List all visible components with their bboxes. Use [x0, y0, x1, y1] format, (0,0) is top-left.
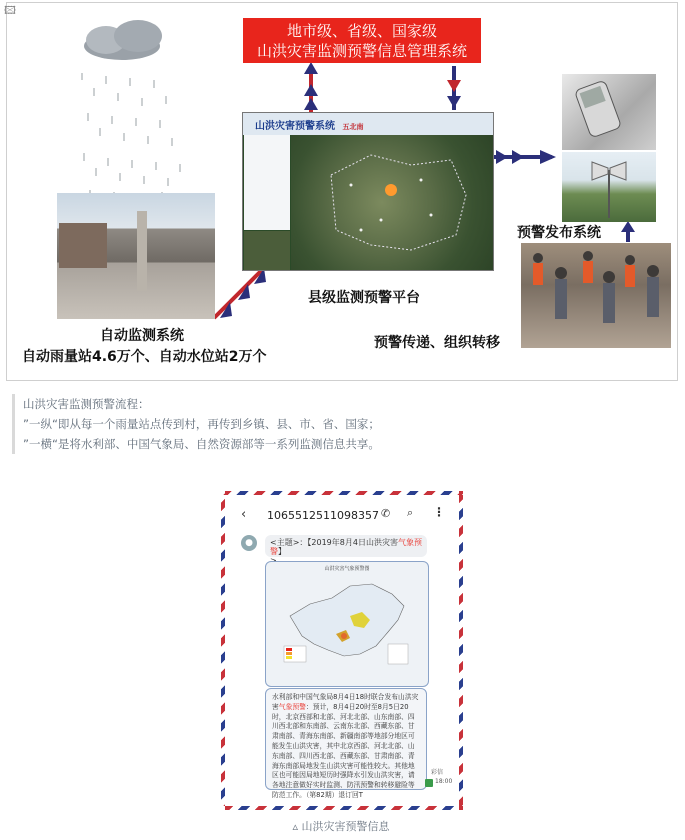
right-arrow — [492, 150, 556, 164]
flow-description — [12, 394, 685, 454]
up-arrow-red — [304, 62, 318, 112]
station-list — [244, 135, 290, 230]
management-system-box — [243, 18, 481, 63]
platform-title: 山洪灾害预警系统 — [255, 121, 335, 132]
transfer-label: 预警传递、组织转移 — [374, 335, 500, 351]
monitoring-station-photo — [57, 193, 215, 319]
up-arrow-navy-small — [621, 221, 635, 242]
evacuation-photo — [521, 243, 671, 348]
body-highlight: 气象预警 — [278, 702, 306, 711]
warning-system-label: 预警发布系统 — [517, 225, 601, 241]
county-platform-label: 县级监测预警平台 — [308, 290, 420, 306]
sms-screenshot-frame — [221, 491, 463, 810]
platform-map — [291, 135, 493, 270]
sender-number: 1065512511098357 — [267, 509, 379, 522]
subject-highlight: 气象预警 — [270, 538, 422, 556]
bottom-caption: ▵ 山洪灾害预警信息 — [292, 820, 390, 833]
caption-line2: ”一纵“即从每一个雨量站点传到村，再传到乡镇、县、市、省、国家； — [23, 417, 380, 431]
body-part1: 水利部和中国气象局8月4日18时联合发布山洪灾害 — [272, 693, 419, 711]
sim-icon — [425, 779, 433, 787]
body-part2: ：预计，8月4日20时至8月5日20时，北京西部和北部、河北北部、山东南部、四川西北部和东南部、云南东北部、西藏东部、甘肃南部、青海东南部、新疆南部等地部分地区可能发生山洪灾害，其中北京西部、河北北部、山东南部、四川西北部、西藏东部、甘肃南部、青海东南部局地发生山洪灾害可能性较大。其他地区也可能因局地短历时强降水引发山洪灾害，请各地注意做好实时监测、防汛预警和转移避险等防范工作。（第82期）退订回T — [272, 702, 415, 799]
county-platform-screenshot — [242, 112, 494, 271]
more-icon[interactable]: ⋮ — [433, 505, 445, 519]
message-time: 18:00 — [435, 778, 453, 785]
mms-label: 彩信 — [431, 769, 444, 776]
mgmt-line2: 山洪灾害监测预警信息管理系统 — [256, 42, 467, 60]
warning-map-card[interactable] — [265, 561, 429, 687]
diagonal-arrow — [214, 268, 266, 318]
platform-badge: 五北南 — [342, 123, 364, 131]
down-arrow-navy — [447, 66, 461, 110]
image-icon: 🖾 — [4, 4, 16, 17]
stations-label: 自动雨量站4.6万个、自动水位站2万个 — [22, 349, 267, 365]
subject-suffix: 】 — [278, 547, 286, 556]
subject-prefix: <主题>：【2019年8月4日山洪灾害 — [270, 538, 398, 547]
warning-message-body — [265, 688, 427, 799]
platform-minimap — [244, 231, 290, 270]
call-icon[interactable]: ✆ — [381, 507, 391, 520]
auto-system-label: 自动监测系统 — [100, 328, 184, 344]
avatar: ● — [241, 535, 257, 551]
mgmt-line1: 地市级、省级、国家级 — [286, 22, 437, 40]
search-icon[interactable]: ⌕ — [407, 506, 414, 519]
phone-photo — [562, 74, 656, 150]
caption-line3: ”一横“是将水利部、中国气象局、自然资源部等一系列监测信息共享。 — [23, 437, 380, 451]
back-icon[interactable]: ‹ — [241, 507, 247, 522]
caption-line1: 山洪灾害监测预警流程： — [23, 397, 150, 411]
china-map — [280, 576, 412, 666]
speaker-photo — [562, 152, 656, 222]
message-subject — [265, 535, 427, 557]
rain-cloud-icon — [72, 18, 192, 208]
map-title: 山洪灾害气象预警图 — [324, 566, 370, 572]
